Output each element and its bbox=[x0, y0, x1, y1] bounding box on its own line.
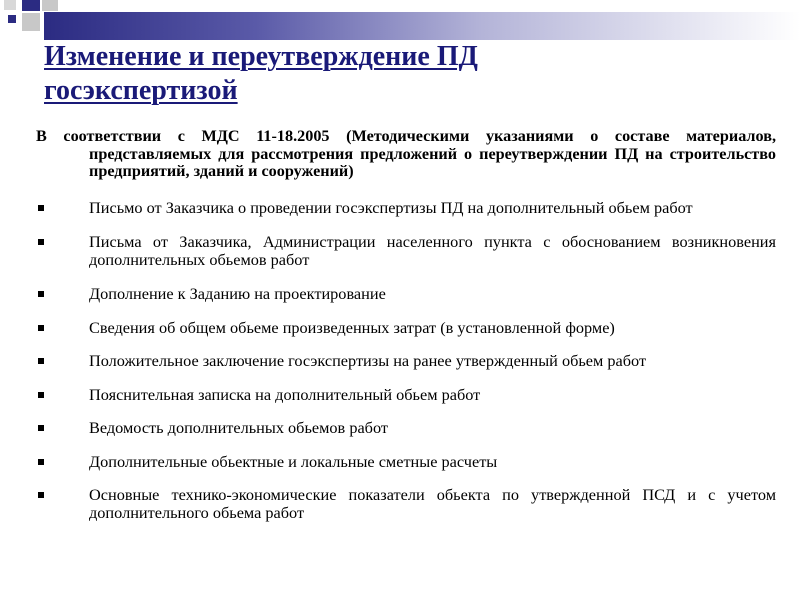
requirements-list bbox=[36, 199, 776, 522]
list-item-text: Сведения об общем обьеме произведенных затрат (в установленной форме) bbox=[89, 317, 615, 337]
square-bullet-icon bbox=[38, 325, 44, 331]
list-item-text: Дополнение к Заданию на проектирование bbox=[89, 284, 386, 303]
list-item bbox=[36, 199, 776, 217]
square-bullet-icon bbox=[38, 358, 44, 364]
square-bullet-icon bbox=[38, 291, 44, 297]
list-item-text: Письма от Заказчика, Администрации населенного пункта с обоснованием возникновения дополнительных обьемов работ bbox=[89, 232, 776, 269]
square-bullet-icon bbox=[38, 205, 44, 211]
list-item bbox=[36, 386, 776, 404]
page-title bbox=[44, 40, 744, 108]
page-title-line-2: госэкспертизой bbox=[44, 75, 238, 106]
list-item-text: Дополнительные обьектные и локальные сметные расчеты bbox=[89, 451, 498, 471]
list-item-text: Ведомость дополнительных обьемов работ bbox=[89, 418, 389, 437]
square-bullet-icon bbox=[38, 492, 44, 498]
list-item bbox=[36, 352, 776, 370]
deco-square-left-gray bbox=[22, 13, 40, 31]
slide-content bbox=[36, 128, 776, 538]
title-accent-gradient bbox=[44, 12, 800, 40]
list-item-text: Положительное заключение госэкспертизы на ранее утвержденный обьем работ bbox=[89, 351, 647, 370]
page-title-line-1: Изменение и переутверждение ПД bbox=[44, 41, 478, 72]
square-bullet-icon bbox=[38, 392, 44, 398]
square-bullet-icon bbox=[38, 459, 44, 465]
list-item bbox=[36, 419, 776, 437]
list-item-text: Пояснительная записка на дополнительный обьем работ bbox=[89, 384, 481, 404]
deco-square-top-navy bbox=[22, 0, 40, 11]
deco-square-top-gray bbox=[42, 0, 58, 11]
square-bullet-icon bbox=[38, 239, 44, 245]
list-item bbox=[36, 285, 776, 303]
intro-paragraph: В соответствии с МДС 11-18.2005 (Методическими указаниями о составе материалов, представляемых для рассмотрения предложений о переутверждении ПД на строительство предприятий, зданий и сооружений) bbox=[36, 127, 776, 180]
list-item bbox=[36, 233, 776, 268]
list-item-text: Основные технико-экономические показатели обьекта по утвержденной ПСД и с учетом дополнительного обьема работ bbox=[89, 485, 776, 522]
title-accent-bar bbox=[44, 12, 800, 40]
list-item-text: Письмо от Заказчика о проведении госэкспертизы ПД на дополнительный обьем работ bbox=[89, 197, 693, 217]
square-bullet-icon bbox=[38, 425, 44, 431]
deco-square-small-navy bbox=[8, 15, 16, 23]
deco-square-corner-gray bbox=[4, 0, 16, 10]
list-item bbox=[36, 453, 776, 471]
list-item bbox=[36, 486, 776, 521]
list-item bbox=[36, 319, 776, 337]
